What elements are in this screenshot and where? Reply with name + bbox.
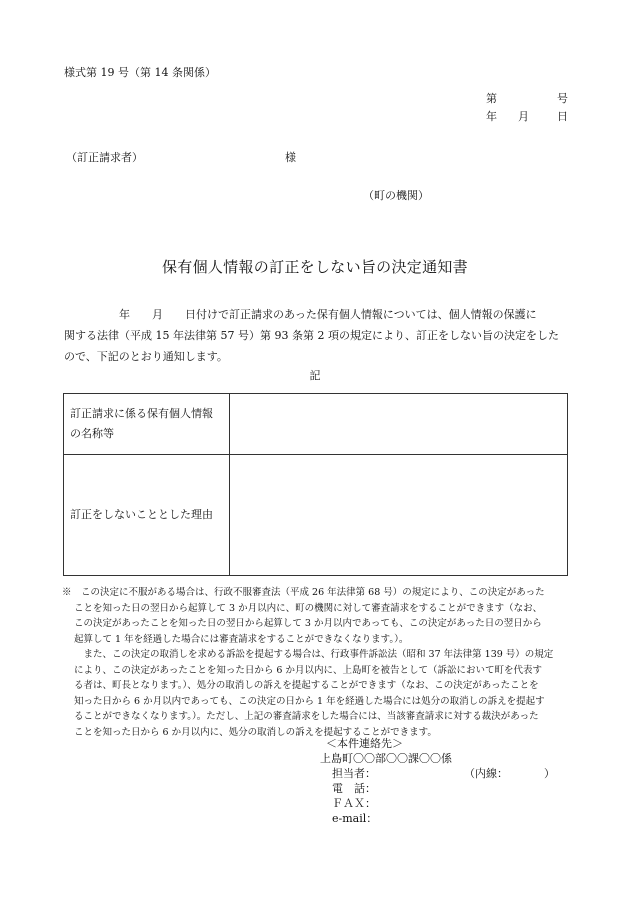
notice-body xyxy=(64,304,570,367)
note-line: る者は、町長となります。）、処分の取消しの訴えを提起することができます（なお、この決定があったことを xyxy=(74,680,539,691)
note-line: 起算して 1 年を経過した場合には審査請求をすることができなくなります。）。 xyxy=(74,633,409,645)
document-number-suffix: 号 xyxy=(557,92,568,105)
table-row xyxy=(64,455,568,576)
note-line: また、この決定の取消しを求める訴訟を提起する場合は、行政事件訴訟法（昭和 37 年法律第 139 号）の規定 xyxy=(74,649,554,660)
decision-table xyxy=(63,393,568,576)
form-number: 様式第 19 号（第 14 条関係） xyxy=(64,66,216,79)
body-line: 年 月 日付けで訂正請求のあった保有個人情報については、個人情報の保護に xyxy=(64,308,537,321)
contact-phone: 電 話： xyxy=(332,782,376,795)
date-day: 日 xyxy=(557,110,568,123)
info-name-label-line2: の名称等 xyxy=(70,427,114,440)
contact-block xyxy=(320,736,452,826)
note-line: ことを知った日の翌日から起算して 3 か月以内に、町の機関に対して審査請求をすることができます（なお、 xyxy=(74,602,543,614)
honorific: 様 xyxy=(285,151,296,164)
date-month: 月 xyxy=(518,110,529,123)
reason-value xyxy=(230,455,568,576)
contact-person: 担当者： xyxy=(332,767,376,780)
body-line: 関する法律（平成 15 年法律第 57 号）第 93 条第 2 項の規定により、訂正をしない旨の決定をした xyxy=(64,329,559,342)
table-row xyxy=(64,394,568,455)
note-line: ことを知った日から 6 か月以内に、処分の取消しの訴えを提起することができます。 xyxy=(74,726,437,738)
reason-label: 訂正をしないこととした理由 xyxy=(64,455,230,576)
ki-heading: 記 xyxy=(309,369,321,382)
contact-department: 上島町〇〇部〇〇課〇〇係 xyxy=(320,752,452,765)
note-line: ※ この決定に不服がある場合は、行政不服審査法（平成 26 年法律第 68 号）の規定により、この決定があった xyxy=(62,587,545,598)
info-name-value xyxy=(230,394,568,455)
note-line: この決定があったことを知った日の翌日から起算して 3 か月以内であっても、この決定があった日の翌日から xyxy=(74,618,542,629)
note-line: により、この決定があったことを知った日から 6 か月以内に、上島町を被告として（訴訟において町を代表す xyxy=(74,664,542,676)
note-line: ることができなくなります。）。ただし、上記の審査請求をした場合には、当該審査請求に対する裁決があった xyxy=(74,711,539,722)
contact-email: e-mail： xyxy=(332,812,378,825)
info-name-label-line1: 訂正請求に係る保有個人情報 xyxy=(70,407,213,420)
document-title: 保有個人情報の訂正をしない旨の決定通知書 xyxy=(161,258,468,276)
contact-heading: ＜本件連絡先＞ xyxy=(326,737,403,750)
requester-label: （訂正請求者） xyxy=(66,151,143,164)
contact-extension: （内線： xyxy=(464,767,508,780)
agency-label: （町の機関） xyxy=(363,189,429,202)
date-year: 年 xyxy=(486,110,497,123)
appeal-notes xyxy=(62,585,574,740)
contact-fax: ＦＡＸ： xyxy=(332,797,376,810)
note-line: 知った日から 6 か月以内であっても、この決定の日から 1 年を経過した場合には処分の取消しの訴えを提起す xyxy=(74,695,545,707)
document-number-prefix: 第 xyxy=(486,92,497,105)
info-name-label xyxy=(64,394,230,455)
contact-extension-close: ） xyxy=(544,767,555,780)
body-line: ので、下記のとおり通知します。 xyxy=(64,350,228,363)
